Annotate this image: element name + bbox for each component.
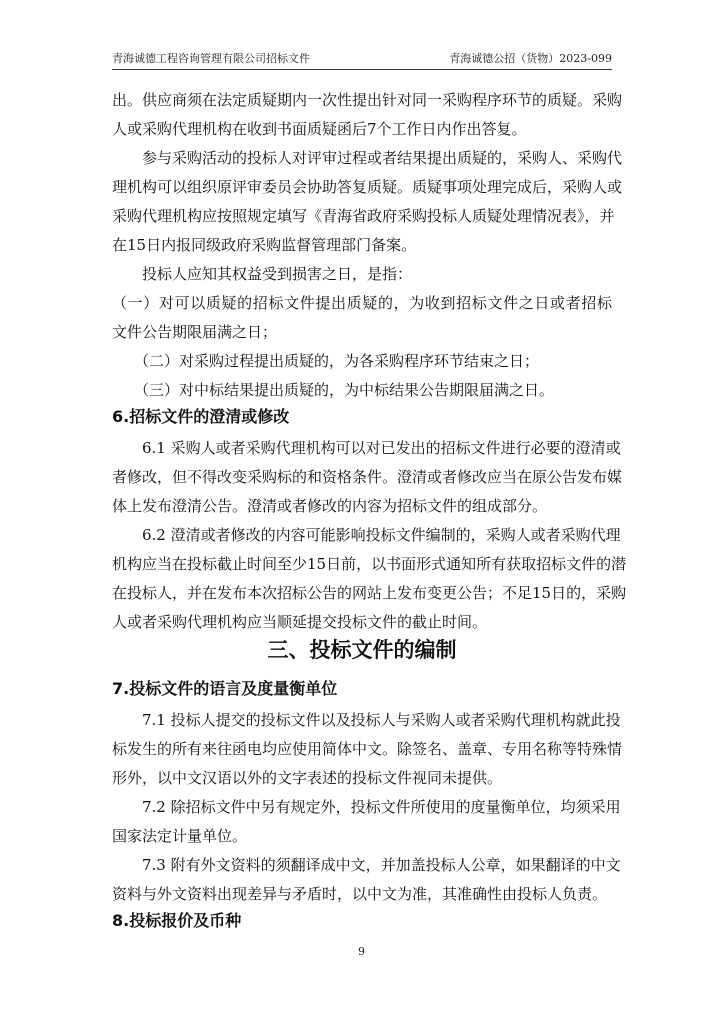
text-line: 7.3 附有外文资料的须翻译成中文，并加盖投标人公章，如果翻译的中文	[142, 856, 621, 874]
text-line: 7.1 投标人提交的投标文件以及投标人与采购人或者采购代理机构就此投	[142, 711, 621, 729]
text-line: 人或采购代理机构在收到书面质疑函后7个工作日内作出答复。	[112, 120, 527, 138]
page-header	[112, 50, 612, 68]
text-line: （二）对采购过程提出质疑的，为各采购程序环节结束之日；	[134, 352, 540, 370]
text-line: 国家法定计量单位。	[112, 827, 248, 845]
text-line: 7.2 除招标文件中另有规定外，投标文件所使用的度量衡单位，均须采用	[142, 798, 621, 816]
text-line: 在投标人，并在发布本次招标公告的网站上发布变更公告；不足15日的，采购	[112, 584, 627, 602]
section-heading-8: 8.投标报价及币种	[112, 911, 242, 930]
text-line: 参与采购活动的投标人对评审过程或者结果提出质疑的，采购人、采购代	[142, 149, 623, 167]
text-line: 人或者采购代理机构应当顺延提交投标文件的截止时间。	[112, 613, 488, 631]
page-number: 9	[358, 945, 365, 958]
header-doc-number: 青海诚德公招（货物）2023-099	[449, 52, 612, 65]
text-line: 标发生的所有来往函电均应使用简体中文。除签名、盖章、专用名称等特殊情	[112, 740, 623, 758]
text-line: 者修改，但不得改变采购标的和资格条件。澄清或者修改应当在原公告发布媒	[112, 468, 623, 486]
text-line: 机构应当在投标截止时间至少15日前，以书面形式通知所有获取招标文件的潜	[112, 555, 627, 573]
text-line: 理机构可以组织原评审委员会协助答复质疑。质疑事项处理完成后，采购人或	[112, 178, 623, 196]
text-line: （一）对可以质疑的招标文件提出质疑的，为收到招标文件之日或者招标	[112, 294, 612, 312]
header-company: 青海诚德工程咨询管理有限公司招标文件	[112, 52, 310, 65]
section-heading-6: 6.招标文件的澄清或修改	[112, 407, 290, 426]
text-line: 文件公告期限届满之日；	[112, 323, 278, 341]
text-line: 投标人应知其权益受到损害之日，是指：	[142, 265, 413, 283]
header-rule	[112, 69, 612, 70]
text-line: 形外，以中文汉语以外的文字表述的投标文件视同未提供。	[112, 769, 503, 787]
text-line: 采购代理机构应按照规定填写《青海省政府采购投标人质疑处理情况表》，并	[112, 207, 615, 225]
chapter-heading: 三、投标文件的编制	[267, 638, 457, 662]
text-line: 6.1 采购人或者采购代理机构可以对已发出的招标文件进行必要的澄清或	[142, 439, 621, 457]
text-line: 体上发布澄清公告。澄清或者修改的内容为招标文件的组成部分。	[112, 497, 548, 515]
section-heading-7: 7.投标文件的语言及度量衡单位	[112, 679, 338, 698]
text-line: 出。供应商须在法定质疑期内一次性提出针对同一采购程序环节的质疑。采购	[112, 91, 623, 109]
text-line: 在15日内报同级政府采购监督管理部门备案。	[112, 236, 417, 254]
text-line: 6.2 澄清或者修改的内容可能影响投标文件编制的，采购人或者采购代理	[142, 526, 621, 544]
text-line: （三）对中标结果提出质疑的，为中标结果公告期限届满之日。	[134, 381, 555, 399]
text-line: 资料与外文资料出现差异与矛盾时，以中文为准，其准确性由投标人负责。	[112, 885, 608, 903]
